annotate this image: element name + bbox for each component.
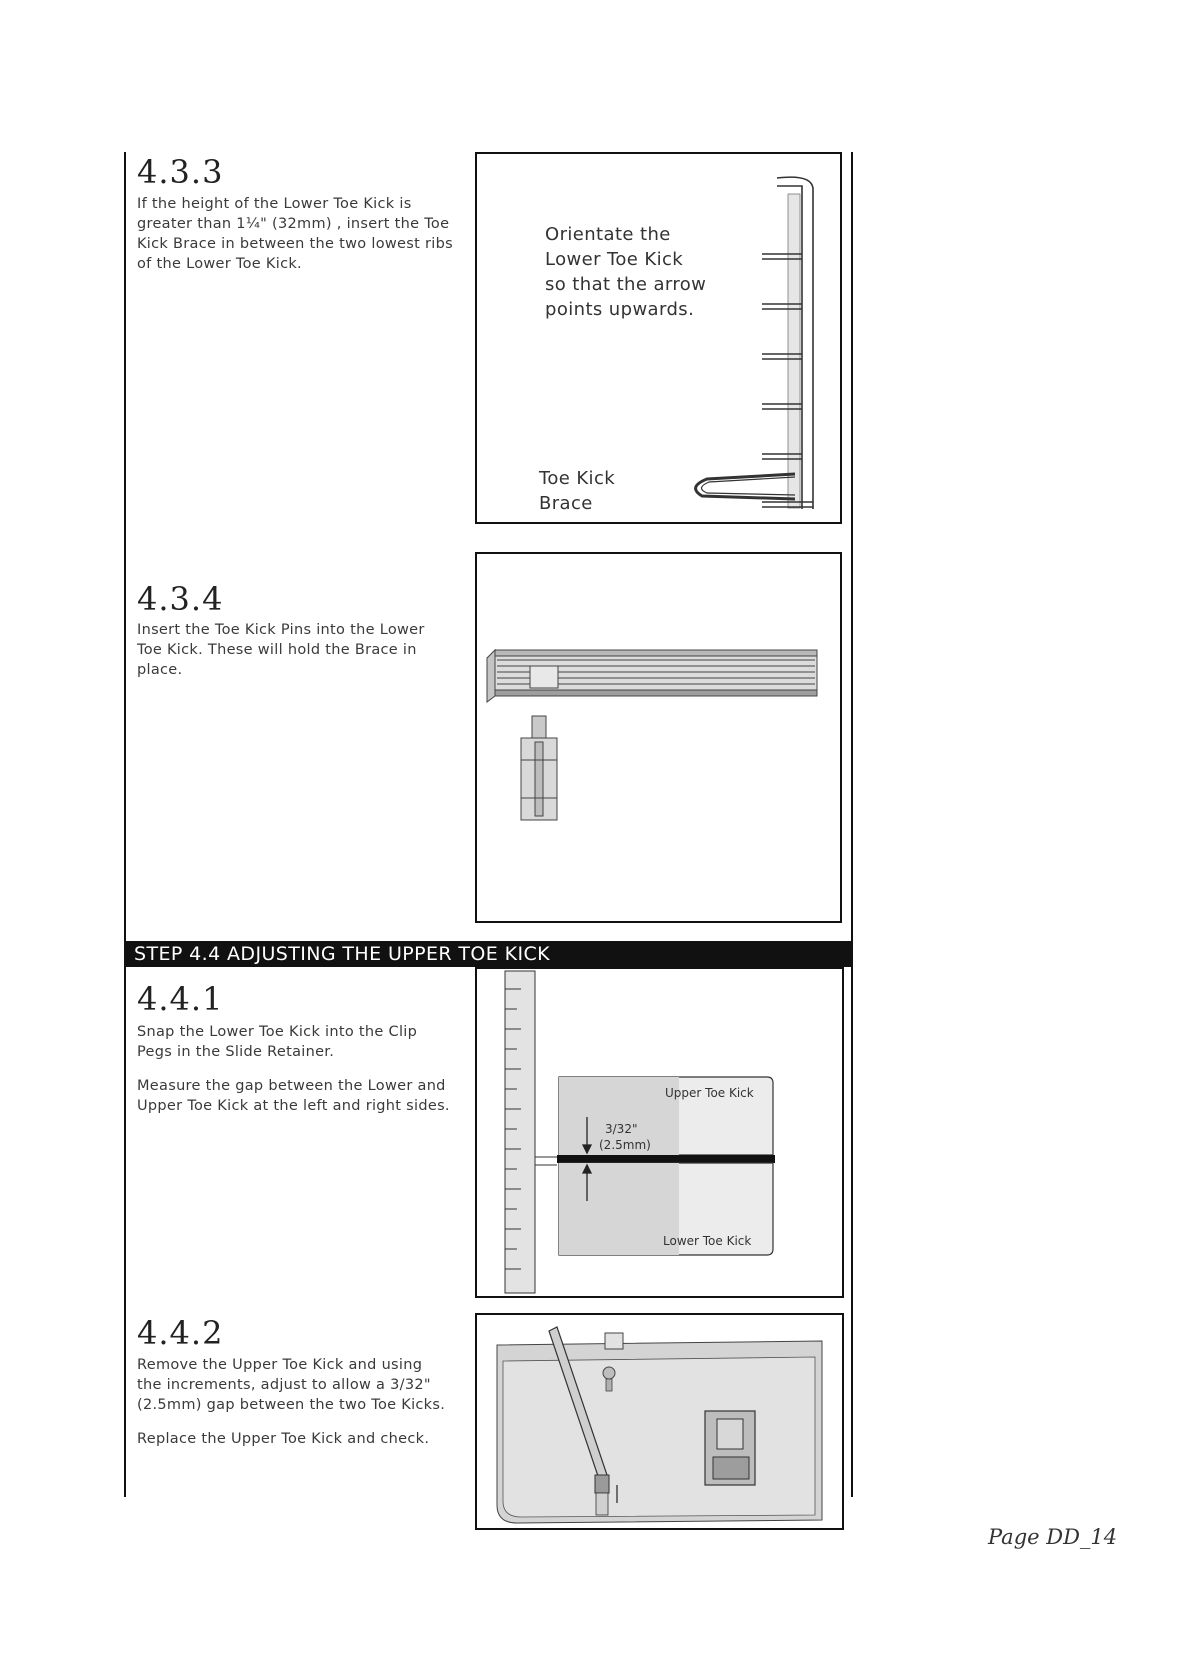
section-heading-4-3-4: 4.3.4 — [137, 580, 224, 618]
text-line: Measure the gap between the Lower and — [137, 1078, 446, 1094]
text-line: points upwards. — [545, 299, 695, 320]
page-number: Page DD_14 — [988, 1525, 1118, 1549]
lower-toe-kick-label: Lower Toe Kick — [663, 1234, 752, 1248]
gap-mm-label: (2.5mm) — [599, 1138, 651, 1152]
toe-kick-pins-figure-panel — [475, 552, 842, 923]
text-line: greater than 1¼" (32mm) , insert the Toe — [137, 216, 450, 232]
text-line: the increments, adjust to allow a 3/32" — [137, 1377, 431, 1393]
lower-toe-kick-profile-drawing — [477, 154, 840, 522]
right-margin-rule — [851, 152, 853, 1497]
text-line: Brace — [539, 493, 593, 514]
orientation-instruction — [545, 222, 706, 322]
text-line: Upper Toe Kick at the left and right sides. — [137, 1098, 450, 1114]
text-line: Toe Kick. These will hold the Brace in — [137, 642, 417, 658]
text-line: Remove the Upper Toe Kick and using — [137, 1357, 423, 1373]
toe-kick-pin-drawing — [477, 554, 840, 921]
screwdriver-adjust-figure-panel — [475, 1313, 844, 1530]
text-line: of the Lower Toe Kick. — [137, 256, 302, 272]
section-text-4-3-4 — [137, 620, 425, 680]
text-line: Snap the Lower Toe Kick into the Clip — [137, 1024, 418, 1040]
text-line: so that the arrow — [545, 274, 707, 295]
text-line: Pegs in the Slide Retainer. — [137, 1044, 335, 1060]
text-line: (2.5mm) gap between the two Toe Kicks. — [137, 1397, 446, 1413]
text-line: place. — [137, 662, 183, 678]
orientation-figure-panel — [475, 152, 842, 524]
text-line: Orientate the — [545, 224, 671, 245]
screwdriver-adjustment-drawing — [477, 1315, 842, 1528]
text-line — [137, 1062, 450, 1076]
text-line: Toe Kick — [539, 468, 616, 489]
section-heading-4-4-1: 4.4.1 — [137, 980, 224, 1018]
gap-fraction-label: 3/32" — [605, 1122, 638, 1136]
gap-measurement-drawing — [477, 969, 842, 1296]
section-heading-4-4-2: 4.4.2 — [137, 1314, 224, 1352]
toe-kick-brace-label — [539, 466, 615, 516]
text-line: Lower Toe Kick — [545, 249, 684, 270]
step-banner: STEP 4.4 ADJUSTING THE UPPER TOE KICK — [124, 941, 853, 967]
gap-measurement-figure-panel — [475, 967, 844, 1298]
section-text-4-4-2 — [137, 1355, 445, 1449]
section-heading-4-3-3: 4.3.3 — [137, 153, 224, 191]
text-line: If the height of the Lower Toe Kick is — [137, 196, 412, 212]
text-line — [137, 1415, 445, 1429]
text-line: Insert the Toe Kick Pins into the Lower — [137, 622, 425, 638]
text-line: Replace the Upper Toe Kick and check. — [137, 1431, 430, 1447]
left-margin-rule — [124, 152, 126, 1497]
text-line: Kick Brace in between the two lowest ribs — [137, 236, 453, 252]
section-text-4-4-1 — [137, 1022, 450, 1116]
upper-toe-kick-label: Upper Toe Kick — [665, 1086, 754, 1100]
section-text-4-3-3 — [137, 194, 453, 274]
